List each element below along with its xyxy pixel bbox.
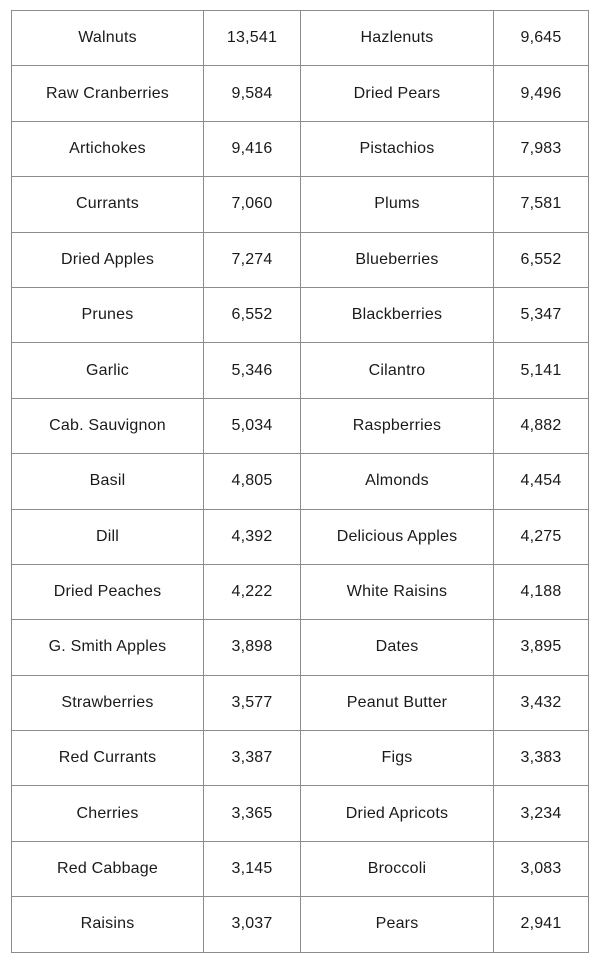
- item-name-cell: Prunes: [12, 287, 204, 342]
- item-value-cell: 7,983: [494, 121, 589, 176]
- item-name-cell: Raisins: [12, 897, 204, 952]
- item-name-cell: Dill: [12, 509, 204, 564]
- item-name-cell: Raspberries: [301, 398, 494, 453]
- item-value-cell: 6,552: [494, 232, 589, 287]
- item-name-cell: Figs: [301, 731, 494, 786]
- item-name-cell: Peanut Butter: [301, 675, 494, 730]
- table-row: [12, 287, 589, 342]
- item-name-cell: Plums: [301, 177, 494, 232]
- table-body: [12, 11, 589, 953]
- table-row: [12, 398, 589, 453]
- item-value-cell: 9,645: [494, 11, 589, 66]
- item-name-cell: Cab. Sauvignon: [12, 398, 204, 453]
- table-row: [12, 121, 589, 176]
- table-row: [12, 897, 589, 952]
- item-name-cell: Dried Apples: [12, 232, 204, 287]
- item-value-cell: 7,274: [204, 232, 301, 287]
- item-value-cell: 3,432: [494, 675, 589, 730]
- item-name-cell: Garlic: [12, 343, 204, 398]
- item-name-cell: Artichokes: [12, 121, 204, 176]
- item-value-cell: 5,034: [204, 398, 301, 453]
- table-row: [12, 509, 589, 564]
- table-row: [12, 11, 589, 66]
- item-value-cell: 3,145: [204, 841, 301, 896]
- item-value-cell: 3,898: [204, 620, 301, 675]
- table-row: [12, 66, 589, 121]
- item-name-cell: Dried Peaches: [12, 564, 204, 619]
- item-name-cell: Dried Pears: [301, 66, 494, 121]
- item-value-cell: 9,496: [494, 66, 589, 121]
- item-name-cell: Currants: [12, 177, 204, 232]
- table-row: [12, 177, 589, 232]
- item-name-cell: Pears: [301, 897, 494, 952]
- item-value-cell: 3,234: [494, 786, 589, 841]
- item-name-cell: White Raisins: [301, 564, 494, 619]
- item-value-cell: 4,275: [494, 509, 589, 564]
- item-name-cell: G. Smith Apples: [12, 620, 204, 675]
- item-name-cell: Walnuts: [12, 11, 204, 66]
- item-name-cell: Red Currants: [12, 731, 204, 786]
- item-value-cell: 3,895: [494, 620, 589, 675]
- item-value-cell: 2,941: [494, 897, 589, 952]
- item-name-cell: Hazlenuts: [301, 11, 494, 66]
- item-value-cell: 3,387: [204, 731, 301, 786]
- item-value-cell: 4,188: [494, 564, 589, 619]
- item-name-cell: Delicious Apples: [301, 509, 494, 564]
- table-row: [12, 731, 589, 786]
- item-value-cell: 4,882: [494, 398, 589, 453]
- item-value-cell: 4,392: [204, 509, 301, 564]
- item-name-cell: Dried Apricots: [301, 786, 494, 841]
- item-name-cell: Dates: [301, 620, 494, 675]
- item-name-cell: Red Cabbage: [12, 841, 204, 896]
- table-row: [12, 232, 589, 287]
- item-name-cell: Strawberries: [12, 675, 204, 730]
- item-name-cell: Raw Cranberries: [12, 66, 204, 121]
- table-row: [12, 343, 589, 398]
- item-name-cell: Almonds: [301, 454, 494, 509]
- item-value-cell: 3,577: [204, 675, 301, 730]
- item-value-cell: 5,347: [494, 287, 589, 342]
- item-value-cell: 3,365: [204, 786, 301, 841]
- table-row: [12, 786, 589, 841]
- item-value-cell: 9,584: [204, 66, 301, 121]
- item-value-cell: 7,581: [494, 177, 589, 232]
- table-row: [12, 675, 589, 730]
- table-row: [12, 454, 589, 509]
- table-row: [12, 620, 589, 675]
- table-row: [12, 564, 589, 619]
- item-value-cell: 5,346: [204, 343, 301, 398]
- table-row: [12, 841, 589, 896]
- food-value-table: [11, 10, 589, 953]
- item-value-cell: 3,037: [204, 897, 301, 952]
- item-value-cell: 7,060: [204, 177, 301, 232]
- item-value-cell: 4,454: [494, 454, 589, 509]
- item-value-cell: 3,083: [494, 841, 589, 896]
- item-name-cell: Basil: [12, 454, 204, 509]
- item-value-cell: 4,805: [204, 454, 301, 509]
- item-name-cell: Cilantro: [301, 343, 494, 398]
- item-value-cell: 4,222: [204, 564, 301, 619]
- item-name-cell: Broccoli: [301, 841, 494, 896]
- item-value-cell: 5,141: [494, 343, 589, 398]
- item-value-cell: 6,552: [204, 287, 301, 342]
- item-value-cell: 9,416: [204, 121, 301, 176]
- item-name-cell: Pistachios: [301, 121, 494, 176]
- item-value-cell: 3,383: [494, 731, 589, 786]
- item-name-cell: Cherries: [12, 786, 204, 841]
- item-name-cell: Blackberries: [301, 287, 494, 342]
- item-name-cell: Blueberries: [301, 232, 494, 287]
- item-value-cell: 13,541: [204, 11, 301, 66]
